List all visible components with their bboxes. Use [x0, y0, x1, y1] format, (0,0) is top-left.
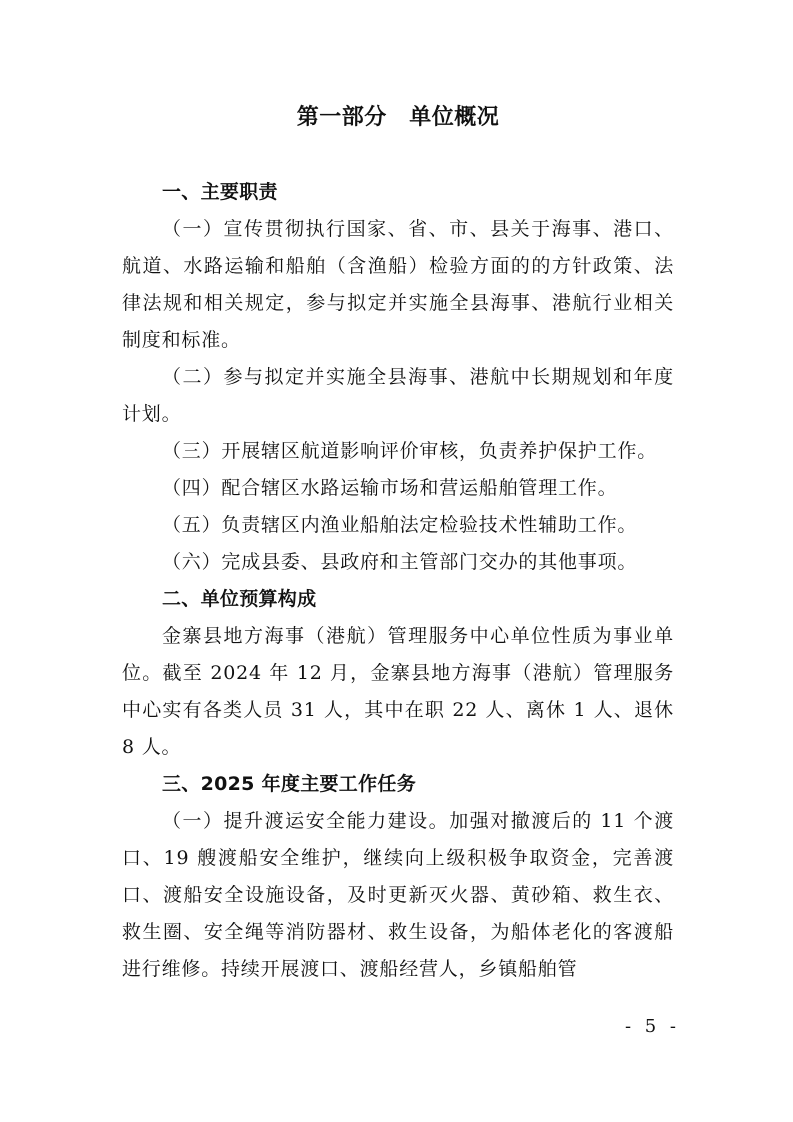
section-work-tasks: [122, 766, 674, 988]
paragraph: （一）宣传贯彻执行国家、省、市、县关于海事、港口、航道、水路运输和船舶（含渔船）检验方面的的方针政策、法律法规和相关规定，参与拟定并实施全县海事、港航行业相关制度和标准。: [122, 218, 674, 351]
section-responsibilities: [122, 174, 674, 581]
paragraph: （三）开展辖区航道影响评价审核，负责养护保护工作。: [162, 440, 658, 462]
paragraph: （二）参与拟定并实施全县海事、港航中长期规划和年度计划。: [122, 366, 674, 425]
page-title: 第一部分 单位概况: [296, 105, 500, 130]
section-budget-composition: [122, 581, 674, 766]
paragraph: （六）完成县委、县政府和主管部门交办的其他事项。: [162, 551, 638, 573]
document-page: [122, 100, 674, 988]
paragraph: （一）提升渡运安全能力建设。加强对撤渡后的 11 个渡口、19 艘渡船安全维护，继续向上级积极争取资金，完善渡口、渡船安全设施设备，及时更新灭火器、黄砂箱、救生衣、救生圈、安全绳等消防器材、救生设备，为船体老化的客渡船进行维修。持续开展渡口、渡船经营人，乡镇船舶管: [122, 810, 674, 980]
paragraph: （五）负责辖区内渔业船舶法定检验技术性辅助工作。: [162, 514, 638, 536]
paragraph: 金寨县地方海事（港航）管理服务中心单位性质为事业单位。截至 2024 年 12 月，金寨县地方海事（港航）管理服务中心实有各类人员 31 人，其中在职 22 人、离休 1 人、退休 8 人。: [122, 625, 674, 758]
paragraph: （四）配合辖区水路运输市场和营运船舶管理工作。: [162, 477, 618, 499]
page-number: - 5 -: [624, 1016, 680, 1037]
section-heading: 三、2025 年度主要工作任务: [162, 773, 416, 795]
section-heading: 二、单位预算构成: [162, 588, 317, 610]
section-heading: 一、主要职责: [162, 181, 278, 203]
